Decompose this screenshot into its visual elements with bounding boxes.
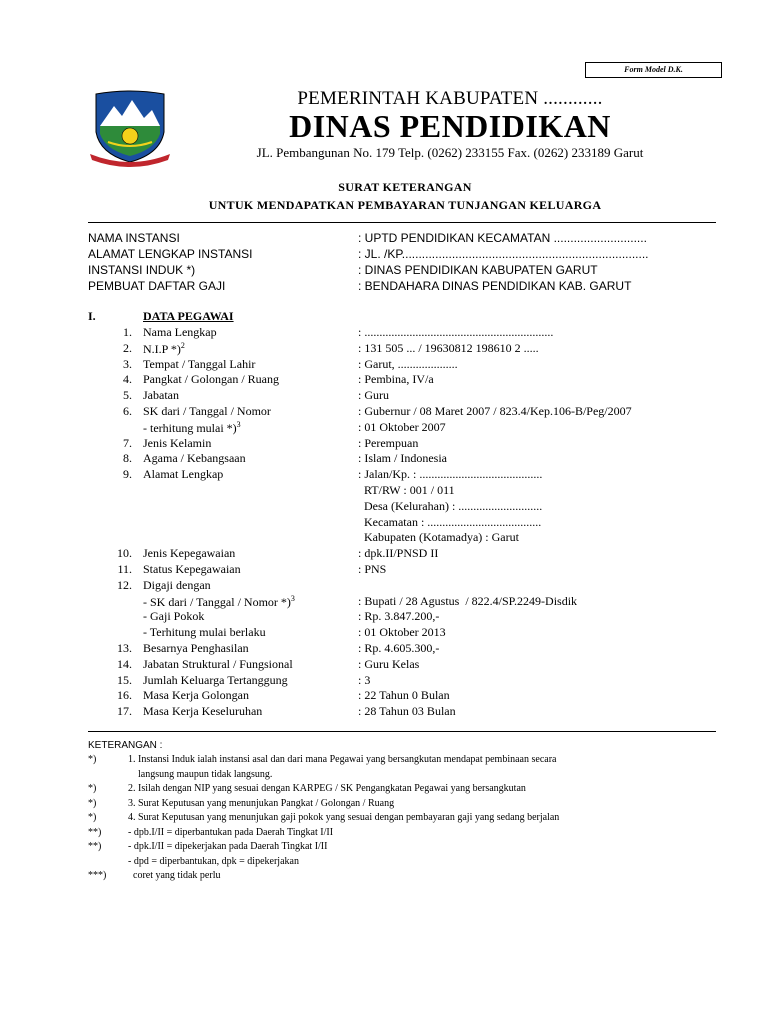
item-value: : 01 Oktober 2013: [358, 625, 446, 639]
institution-label: PEMBUAT DAFTAR GAJI: [88, 279, 226, 293]
item-value: : Rp. 3.847.200,-: [358, 609, 440, 623]
item-label-text: - Gaji Pokok: [143, 609, 205, 623]
item-label-text: Jabatan Struktural / Fungsional: [143, 657, 293, 671]
item-number: 15.: [117, 673, 132, 687]
item-footnote-mark: 3: [236, 420, 241, 429]
item-label-text: Besarnya Penghasilan: [143, 641, 249, 655]
section-title: DATA PEGAWAI: [143, 309, 234, 323]
document-title: SURAT KETERANGAN: [338, 180, 472, 194]
item-label: [143, 372, 279, 387]
item-value: : 28 Tahun 03 Bulan: [358, 704, 456, 718]
note-text: 4. Surat Keputusan yang menunjukan gaji pokok yang sesuai dengan pembayaran gaji yang sedang berjalan: [128, 812, 560, 823]
item-label-text: Digaji dengan: [143, 578, 211, 592]
item-label-text: - Terhitung mulai berlaku: [143, 625, 266, 639]
item-label: [143, 451, 246, 466]
item-label-text: - terhitung mulai *): [143, 421, 237, 435]
top-divider: [88, 222, 716, 223]
item-value: : Perempuan: [358, 436, 419, 450]
note-mark: ***): [88, 870, 107, 881]
note-mark: **): [88, 827, 102, 838]
item-label: [143, 404, 271, 419]
item-number: 7.: [123, 436, 132, 450]
item-value: : Guru: [358, 388, 389, 402]
item-value: : Bupati / 28 Agustus / 822.4/SP.2249-Disdik: [358, 594, 578, 608]
item-label-text: Nama Lengkap: [143, 325, 217, 339]
item-number: 10.: [117, 546, 132, 560]
item-value: : 22 Tahun 0 Bulan: [358, 688, 450, 702]
item-number: 6.: [123, 404, 132, 418]
institution-label: INSTANSI INDUK *): [88, 263, 196, 277]
item-label-text: Masa Kerja Keseluruhan: [143, 704, 263, 718]
item-value: Kabupaten (Kotamadya) : Garut: [358, 530, 519, 544]
item-label: [143, 467, 223, 482]
item-value: : Islam / Indonesia: [358, 451, 447, 465]
item-label: [143, 578, 211, 593]
item-label: [143, 673, 288, 688]
item-value: : 01 Oktober 2007: [358, 420, 446, 434]
note-text: - dpk.I/II = dipekerjakan pada Daerah Tingkat I/II: [128, 841, 328, 852]
item-number: 16.: [117, 688, 132, 702]
item-number: 9.: [123, 467, 132, 481]
item-value: : Pembina, IV/a: [358, 372, 434, 386]
item-value: : ...............................................................: [358, 325, 554, 339]
note-text: 2. Isilah dengan NIP yang sesuai dengan KARPEG / SK Pengangkatan Pegawai yang bersangkutan: [128, 783, 526, 794]
item-value: Desa (Kelurahan) : ............................: [358, 499, 543, 513]
item-label: [143, 641, 249, 656]
institution-value: : JL. /KP..........................................................................: [358, 247, 649, 261]
item-label-text: Jenis Kelamin: [143, 436, 212, 450]
item-value: : PNS: [358, 562, 387, 576]
item-value: : Rp. 4.605.300,-: [358, 641, 440, 655]
note-text: 3. Surat Keputusan yang menunjukan Pangkat / Golongan / Ruang: [128, 798, 395, 809]
item-label: [143, 657, 293, 672]
item-number: 14.: [117, 657, 132, 671]
note-mark: *): [88, 783, 97, 794]
item-label: [143, 420, 241, 436]
item-number: 3.: [123, 357, 132, 371]
item-label: [143, 688, 249, 703]
item-label-text: Alamat Lengkap: [143, 467, 224, 481]
document-subtitle: UNTUK MENDAPATKAN PEMBAYARAN TUNJANGAN KELUARGA: [208, 198, 602, 212]
institution-label: ALAMAT LENGKAP INSTANSI: [88, 247, 253, 261]
item-number: 17.: [117, 704, 132, 718]
item-number: 13.: [117, 641, 132, 655]
item-value: : Guru Kelas: [358, 657, 420, 671]
item-label-text: Status Kepegawaian: [143, 562, 241, 576]
item-label-text: Pangkat / Golongan / Ruang: [143, 372, 279, 386]
item-number: 1.: [123, 325, 132, 339]
header-agency: DINAS PENDIDIKAN: [289, 108, 611, 144]
item-value: : 131 505 ... / 19630812 198610 2 .....: [358, 341, 539, 355]
item-label: [143, 546, 235, 561]
item-label: [143, 325, 217, 340]
item-label-text: Masa Kerja Golongan: [143, 688, 249, 702]
item-label-text: - SK dari / Tanggal / Nomor *): [143, 595, 291, 609]
item-number: 11.: [117, 562, 132, 576]
header-address: JL. Pembangunan No. 179 Telp. (0262) 233155 Fax. (0262) 233189 Garut: [256, 145, 644, 160]
item-number: 8.: [123, 451, 132, 465]
note-mark: *): [88, 812, 97, 823]
item-footnote-mark: 3: [290, 594, 295, 603]
section-number: I.: [88, 309, 96, 323]
item-value: : dpk.II/PNSD II: [358, 546, 439, 560]
item-label-text: Agama / Kebangsaan: [143, 451, 246, 465]
header-government: PEMERINTAH KABUPATEN ............: [297, 88, 603, 109]
item-label-text: Tempat / Tanggal Lahir: [143, 357, 256, 371]
form-model-label: Form Model D.K.: [585, 62, 722, 78]
item-value: : Gubernur / 08 Maret 2007 / 823.4/Kep.106-B/Peg/2007: [358, 404, 632, 418]
item-number: 5.: [123, 388, 132, 402]
item-value: : Garut, ....................: [358, 357, 458, 371]
item-number: 12.: [117, 578, 132, 592]
item-label-text: Jabatan: [143, 388, 179, 402]
item-label-text: N.I.P *): [143, 342, 181, 356]
notes-title: KETERANGAN :: [88, 740, 163, 751]
notes-divider: [88, 731, 716, 732]
item-label-text: Jenis Kepegawaian: [143, 546, 236, 560]
item-label: [143, 562, 241, 577]
item-label-text: SK dari / Tanggal / Nomor: [143, 404, 271, 418]
item-label-text: Jumlah Keluarga Tertanggung: [143, 673, 288, 687]
note-mark: *): [88, 798, 97, 809]
item-value: Kecamatan : ......................................: [358, 515, 542, 529]
institution-value: : UPTD PENDIDIKAN KECAMATAN ............................: [358, 231, 647, 245]
item-value: : Jalan/Kp. : .........................................: [358, 467, 543, 481]
note-text: - dpd = diperbantukan, dpk = dipekerjakan: [128, 856, 299, 867]
item-label: [143, 704, 262, 719]
note-text: coret yang tidak perlu: [128, 870, 221, 881]
note-text: langsung maupun tidak langsung.: [128, 769, 273, 780]
item-footnote-mark: 2: [180, 341, 185, 350]
item-label: [143, 594, 295, 610]
item-value: : 3: [358, 673, 371, 687]
item-number: 4.: [123, 372, 132, 386]
institution-value: : BENDAHARA DINAS PENDIDIKAN KAB. GARUT: [358, 279, 632, 293]
item-number: 2.: [123, 341, 132, 355]
note-mark: *): [88, 754, 97, 765]
item-label: [143, 436, 211, 451]
item-label: [143, 625, 266, 640]
item-label: [143, 357, 255, 372]
note-text: - dpb.I/II = diperbantukan pada Daerah Tingkat I/II: [128, 827, 334, 838]
institution-value: : DINAS PENDIDIKAN KABUPATEN GARUT: [358, 263, 598, 277]
item-label: [143, 388, 179, 403]
institution-label: NAMA INSTANSI: [88, 231, 180, 245]
note-mark: **): [88, 841, 102, 852]
item-label: [143, 609, 204, 624]
regency-emblem-logo: [88, 88, 172, 168]
item-value: RT/RW : 001 / 011: [358, 483, 455, 497]
note-text: 1. Instansi Induk ialah instansi asal dan dari mana Pegawai yang bersangkutan mendapat pembinaan secara: [128, 754, 557, 765]
item-label: [143, 341, 185, 357]
